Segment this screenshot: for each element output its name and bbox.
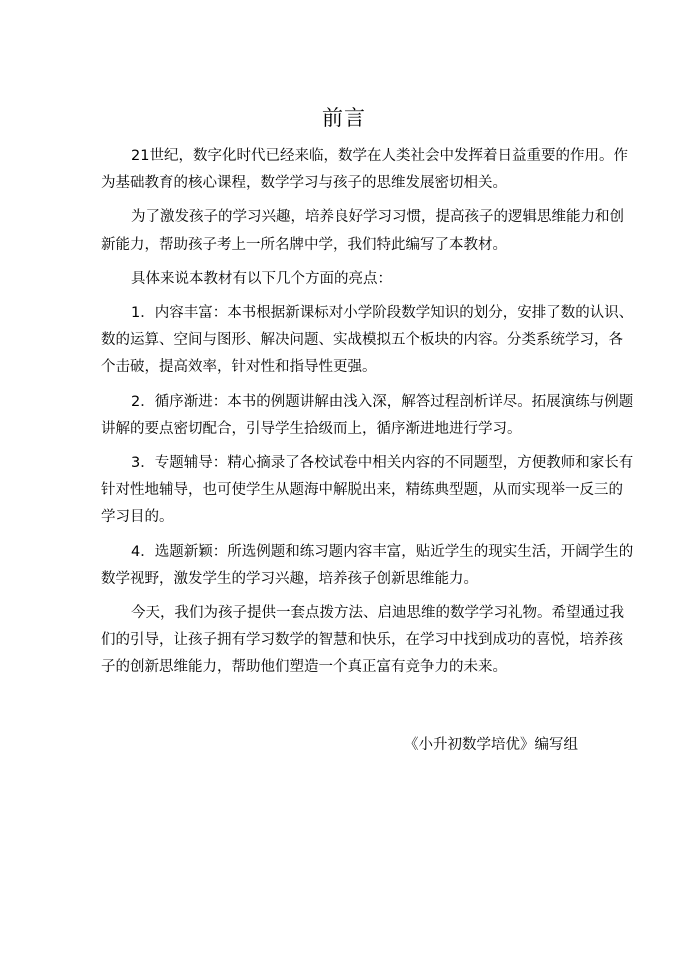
paragraph-line: 子的创新思维能力，帮助他们塑造一个真正富有竞争力的未来。 <box>101 659 507 676</box>
paragraph-line: 3．专题辅导：精心摘录了各校试卷中相关内容的不同题型，方便教师和家长有 <box>131 455 634 472</box>
paragraph-line: 针对性地辅导，也可使学生从题海中解脱出来，精练典型题，从而实现举一反三的 <box>101 482 623 499</box>
paragraph-line: 讲解的要点密切配合，引导学生拾级而上，循序渐进地进行学习。 <box>101 420 522 437</box>
paragraph-line: 4．选题新颖：所选例题和练习题内容丰富，贴近学生的现实生活，开阔学生的 <box>131 543 634 560</box>
paragraph-line: 1．内容丰富：本书根据新课标对小学阶段数学知识的划分，安排了数的认识、 <box>131 305 634 322</box>
paragraph-closing <box>101 600 624 682</box>
paragraph-highlight-4 <box>101 539 634 593</box>
paragraph-line: 个击破，提高效率，针对性和指导性更强。 <box>101 359 377 376</box>
paragraph-line: 21世纪，数字化时代已经来临，数学在人类社会中发挥着日益重要的作用。作 <box>131 148 628 164</box>
paragraph-line: 具体来说本教材有以下几个方面的亮点： <box>131 270 392 287</box>
paragraph-line: 新能力，帮助孩子考上一所名牌中学，我们特此编写了本教材。 <box>101 236 507 253</box>
paragraph-line: 为了激发孩子的学习兴趣，培养良好学习习惯，提高孩子的逻辑思维能力和创 <box>131 209 624 226</box>
paragraph-line: 数的运算、空间与图形、解决问题、实战模拟五个板块的内容。分类系统学习，各 <box>101 332 623 349</box>
paragraph-line: 数学视野，激发学生的学习兴趣，培养孩子创新思维能力。 <box>101 570 478 587</box>
author-signature: 《小升初数学培优》编写组 <box>404 737 578 753</box>
preface-body <box>101 143 634 689</box>
page-title: 前言 <box>322 106 366 130</box>
paragraph-highlights-heading <box>101 266 613 293</box>
paragraph-intro <box>101 143 628 197</box>
paragraph-highlight-1 <box>101 300 634 382</box>
paragraph-line: 学习目的。 <box>101 509 174 526</box>
paragraph-line: 们的引导，让孩子拥有学习数学的智慧和快乐，在学习中找到成功的喜悦，培养孩 <box>101 632 623 649</box>
paragraph-highlight-3 <box>101 450 634 532</box>
paragraph-purpose <box>101 204 624 258</box>
paragraph-line: 2．循序渐进：本书的例题讲解由浅入深，解答过程剖析详尽。拓展演练与例题 <box>131 393 634 410</box>
paragraph-line: 今天，我们为孩子提供一套点拨方法、启迪思维的数学学习礼物。希望通过我 <box>131 605 624 622</box>
paragraph-highlight-2 <box>101 389 634 443</box>
paragraph-line: 为基础教育的核心课程，数学学习与孩子的思维发展密切相关。 <box>101 175 507 192</box>
